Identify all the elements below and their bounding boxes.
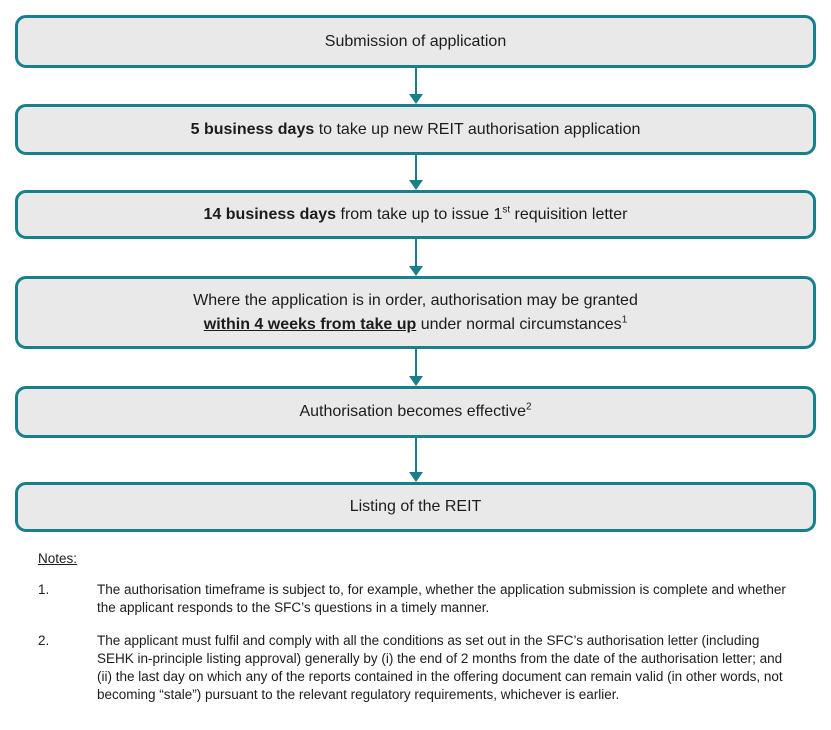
down-arrow-icon [15, 68, 816, 104]
flow-box-authorisation-effective [15, 386, 816, 438]
flow-box-listing [15, 482, 816, 532]
text-segment: to take up new REIT authorisation application [314, 120, 641, 138]
text-segment: from take up to issue 1 [336, 205, 503, 223]
superscript-note-2: 2 [525, 401, 532, 413]
arrow-shaft [415, 349, 417, 376]
note-item-2 [38, 632, 791, 704]
superscript-st: st [502, 204, 511, 216]
bold-duration: 5 business days [190, 120, 315, 138]
arrow-head [409, 376, 423, 386]
arrow-head [409, 180, 423, 190]
flow-box-text [191, 118, 641, 142]
down-arrow-icon [15, 155, 816, 190]
arrow-shaft [415, 68, 417, 94]
flow-box-authorisation-granted [15, 276, 816, 349]
down-arrow-icon [15, 349, 816, 386]
text-segment: Authorisation becomes effective [299, 403, 526, 420]
text-segment: Where the application is in order, authorisation may be granted [193, 291, 638, 309]
flow-box-submission [15, 15, 816, 68]
superscript-note-1: 1 [621, 314, 628, 326]
down-arrow-icon [15, 239, 816, 276]
flow-box-take-up [15, 104, 816, 155]
note-item-1 [38, 581, 791, 617]
note-text: The applicant must fulfil and comply with all the conditions as set out in the SFC’s authorisation letter (including SEHK in-principle listing approval) generally by (i) the end of 2 months from the date of the authorisation letter; and (ii) the last day on which any of the reports contained in the offering document can remain valid (in other words, not becoming “stale”) pursuant to the relevant regulatory requirements, whichever is earlier. [97, 633, 783, 702]
bold-underline-duration: within 4 weeks from take up [203, 315, 417, 333]
note-text: The authorisation timeframe is subject to, for example, whether the application submission is complete and whether the applicant responds to the SFC’s questions in a timely manner. [97, 582, 786, 615]
arrow-head [409, 266, 423, 276]
text-segment: Submission of application [324, 32, 507, 50]
arrow-shaft [415, 239, 417, 266]
arrow-head [409, 472, 423, 482]
arrow-shaft [415, 155, 417, 180]
bold-duration: 14 business days [203, 205, 337, 223]
flow-box-text [325, 30, 506, 54]
notes-heading: Notes: [38, 551, 78, 566]
flow-box-text [193, 289, 638, 337]
text-segment: under normal circumstances [416, 315, 622, 333]
note-number: 1. [38, 582, 50, 597]
down-arrow-icon [15, 438, 816, 482]
text-segment: requisition letter [510, 205, 628, 223]
flow-box-requisition-letter [15, 190, 816, 239]
notes-section [38, 550, 791, 704]
note-number: 2. [38, 633, 50, 648]
flow-box-text [204, 203, 628, 227]
arrow-shaft [415, 438, 417, 472]
flow-box-text [350, 495, 482, 519]
text-segment: Listing of the REIT [349, 498, 482, 515]
arrow-head [409, 94, 423, 104]
flow-box-text [299, 400, 531, 424]
